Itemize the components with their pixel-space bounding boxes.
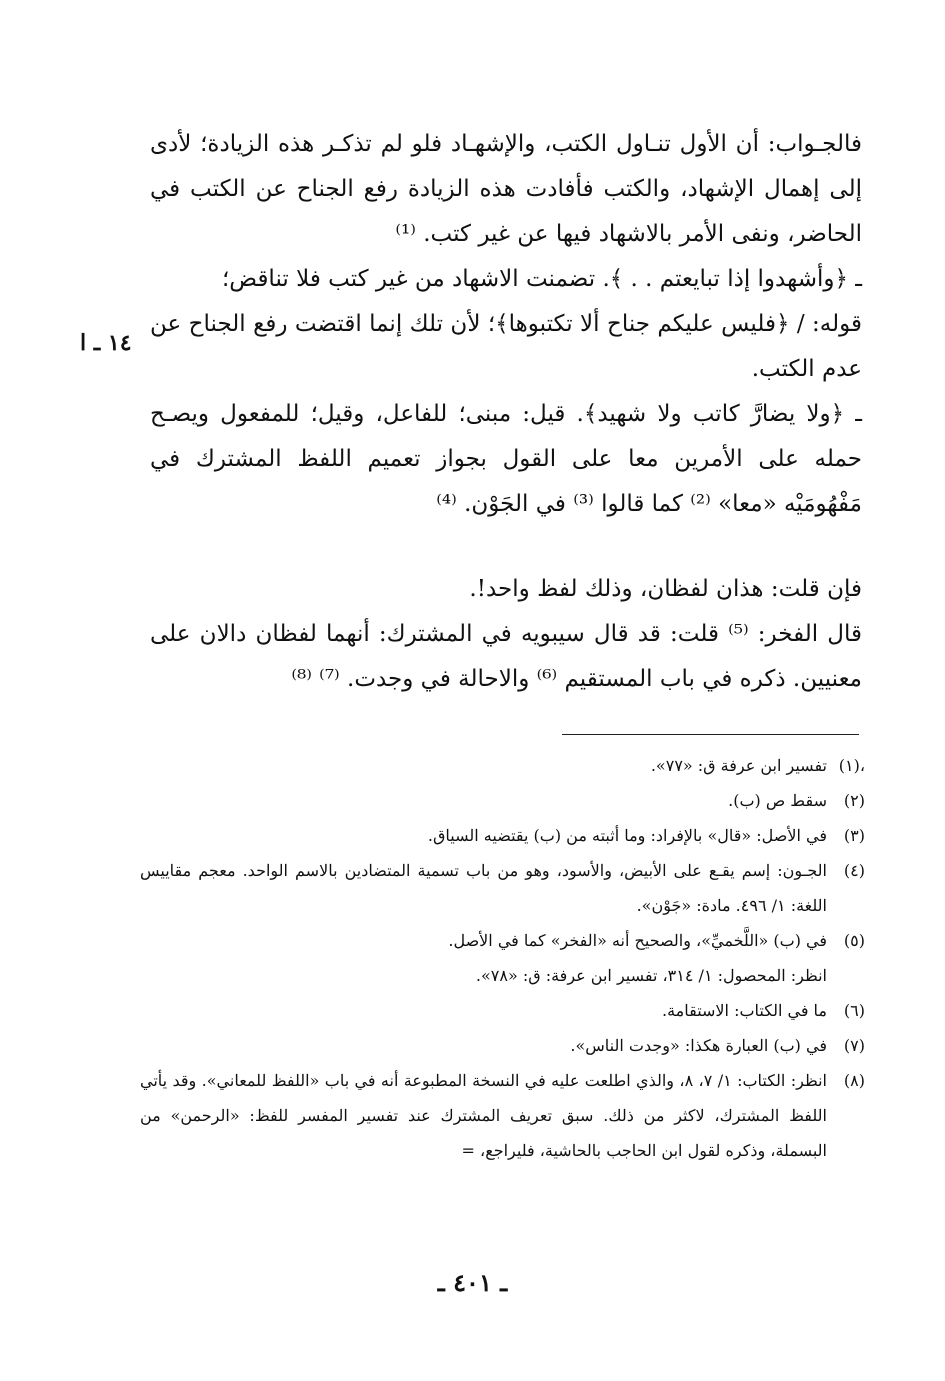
paragraph-fakhr: قال الفخر: ⁽⁵⁾ قلت: قد قال سيبويه في المشترك: أنهما لفظان دالان على معنيين. ذكره في باب المستقيم ⁽⁶⁾ والاحالة في وجدت. ⁽⁷⁾ ⁽⁸⁾ [150,621,862,692]
main-text [150,122,862,702]
footnote-text [140,748,827,783]
footnote-text [140,1028,827,1063]
footnote-number: (٦) [843,1001,865,1020]
footnote-number: ،(١) [838,756,865,775]
manuscript-folio-marker: ١٤ ـ ا [80,330,132,356]
footnote [140,818,865,853]
footnotes [140,748,865,1168]
footnote-line: في (ب) العبارة هكذا: «وجدت الناس». [570,1036,827,1055]
footnote [140,993,865,1028]
footnote-number: (٤) [843,861,865,880]
footnote-line: الجـون: إسم يقـع على الأبيض، والأسود، وهو من باب تسمية المتضادين بالاسم الواحد. معجم مقاييس اللغة: ١/ ٤٩٦. مادة: «جَوْن». [140,861,827,915]
footnote-divider [562,734,859,735]
paragraph-verse-junah: قوله: / ﴿فليس عليكم جناح ألا تكتبوها﴾؛ لأن تلك إنما اقتضت رفع الجناح عن عدم الكتب. [150,311,862,382]
footnote-text [140,923,827,993]
footnote-text [140,853,827,923]
footnote-line: سقط ص (ب). [728,791,827,810]
footnote-text [140,818,827,853]
footnote-line: تفسير ابن عرفة ق: «٧٧». [650,756,827,775]
footnote [140,748,865,783]
page-number: ـ ٤٠١ ـ [437,1268,508,1297]
paragraph-verse-yudarr: ـ ﴿ولا يضارَّ كاتب ولا شهيد﴾. قيل: مبنى؛ للفاعل، وقيل؛ للمفعول ويصـح حمله على الأمرين معا على القول بجواز تعميم اللفظ المشترك في مَفْهُومَيْه «معا» ⁽²⁾ كما قالوا ⁽³⁾ في الجَوْن. ⁽⁴⁾ [150,401,862,517]
footnote-line: انظر: المحصول: ١/ ٣١٤، تفسير ابن عرفة: ق: «٧٨». [475,966,827,985]
footnote [140,853,865,923]
footnote [140,1028,865,1063]
footnote-number: (٧) [843,1036,865,1055]
footnote-number: (٣) [843,826,865,845]
footnote [140,923,865,993]
footnote-line: في (ب) «اللَّخميِّ»، والصحيح أنه «الفخر» كما في الأصل. [448,931,827,950]
footnote-text [140,783,827,818]
paragraph-verse-ashhidu: ـ ﴿وأشهدوا إذا تبايعتم . . ﴾. تضمنت الاشهاد من غير كتب فلا تناقض؛ [221,266,862,292]
footnote [140,783,865,818]
footnote-line: ما في الكتاب: الاستقامة. [661,1001,827,1020]
footnote-text [140,993,827,1028]
paragraph-question: فإن قلت: هذان لفظان، وذلك لفظ واحد!. [469,576,862,602]
footnote-line: انظر: الكتاب: ١/ ٧، ٨، والذي اطلعت عليه في النسخة المطبوعة أنه في باب «اللفظ للمعاني». وقد يأتي اللفظ المشترك، لاكثر من ذلك. سبق تعريف المشترك عند تفسير المفسر للفظ: «الرحمن» من البسملة، وذكره لقول ابن الحاجب بالحاشية، فليراجع، = [140,1071,828,1160]
paragraph-gap [150,527,862,567]
paragraph-answer: فالجـواب: أن الأول تنـاول الكتب، والإشهـاد فلو لم تذكـر هذه الزيادة؛ لأدى إلى إهمال الإشهاد، والكتب فأفادت هذه الزيادة رفع الجناح عن الكتب في الحاضر، ونفى الأمر بالاشهاد فيها عن غير كتب. ⁽¹⁾ [150,131,862,247]
footnote-number: (٢) [843,791,865,810]
footnote-text [140,1063,827,1168]
footnote-number: (٨) [843,1071,865,1090]
footnote [140,1063,865,1168]
footnote-number: (٥) [843,931,865,950]
footnote-line: في الأصل: «قال» بالإفراد: وما أثبته من (ب) يقتضيه السياق. [427,826,827,845]
